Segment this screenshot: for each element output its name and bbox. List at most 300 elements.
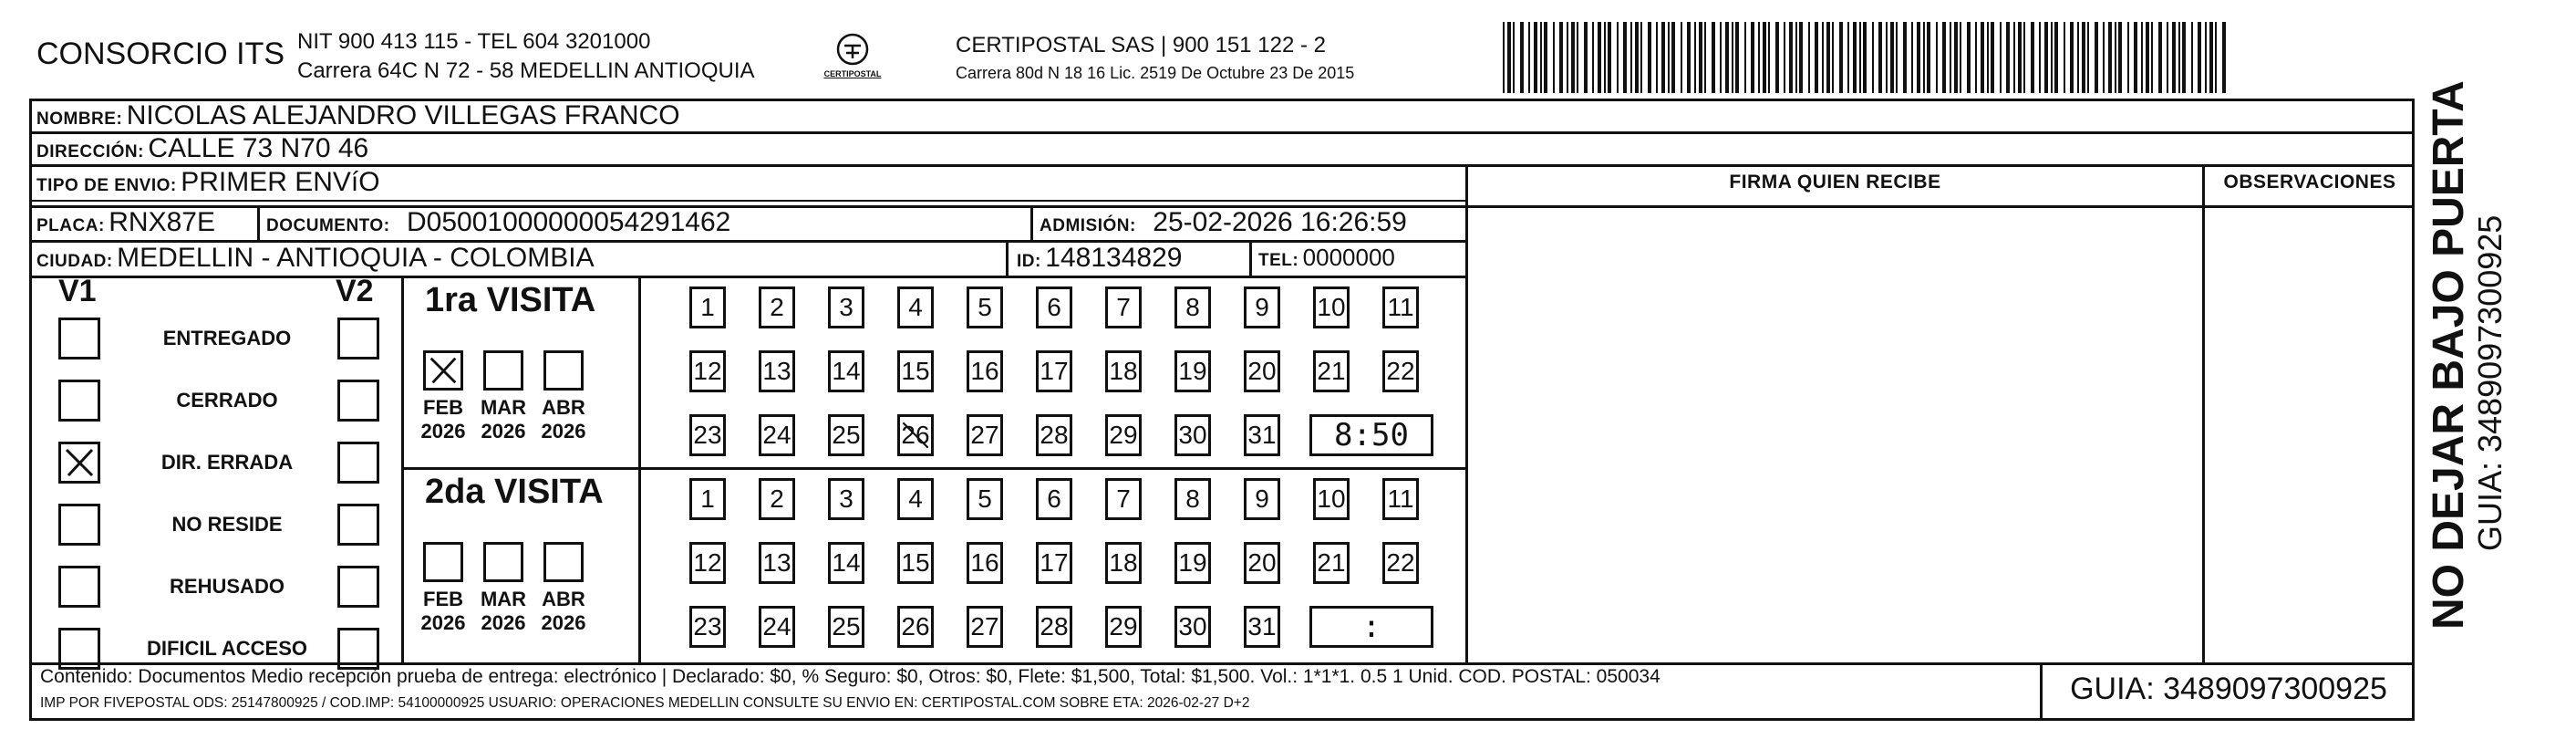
barcode-bar xyxy=(1732,22,1733,93)
v2-checkbox[interactable] xyxy=(337,318,379,359)
day-box[interactable] xyxy=(1036,350,1072,392)
barcode-bar xyxy=(1815,22,1818,93)
day-box[interactable] xyxy=(1382,542,1419,584)
day-number: 28 xyxy=(1040,421,1069,449)
day-box[interactable] xyxy=(967,478,1003,520)
month-checkbox[interactable] xyxy=(423,350,463,391)
barcode-bar xyxy=(1960,22,1961,93)
barcode-bar xyxy=(1872,22,1874,93)
day-box[interactable] xyxy=(1105,542,1142,584)
barcode-bar xyxy=(2013,22,2015,93)
side-guia: GUIA: 3489097300925 xyxy=(2471,214,2509,551)
v2-checkbox[interactable] xyxy=(337,380,379,422)
day-number: 6 xyxy=(1047,293,1061,321)
admission-label: ADMISIÓN: xyxy=(1040,216,1136,235)
divider xyxy=(2202,164,2205,662)
day-number: 14 xyxy=(832,548,861,577)
v1-checkbox[interactable] xyxy=(58,566,100,608)
city-field xyxy=(36,240,595,280)
day-box[interactable] xyxy=(1105,414,1142,456)
carrier-logo-label: CERTIPOSTAL xyxy=(823,69,882,78)
name-label: NOMBRE: xyxy=(36,109,123,129)
visit2-title: 2da VISITA xyxy=(425,473,604,511)
admission-field xyxy=(1040,205,1407,245)
day-number: 9 xyxy=(1255,293,1269,321)
barcode-bar xyxy=(1725,22,1729,93)
divider xyxy=(1249,240,1252,276)
day-number: 5 xyxy=(978,484,992,513)
day-number: 22 xyxy=(1386,548,1415,577)
day-number: 3 xyxy=(839,293,853,321)
day-box[interactable] xyxy=(828,606,864,648)
day-number: 2 xyxy=(770,484,784,513)
day-number: 16 xyxy=(970,548,999,577)
day-box[interactable] xyxy=(897,350,934,392)
barcode-bar xyxy=(2000,22,2002,93)
barcode-bar xyxy=(2044,22,2048,93)
document-field xyxy=(266,205,730,245)
barcode-bar xyxy=(1927,22,1930,93)
carrier-logo xyxy=(821,29,885,84)
barcode-bar xyxy=(2039,22,2041,93)
day-number: 12 xyxy=(693,548,722,577)
month-name: MAR xyxy=(480,396,527,419)
day-box[interactable] xyxy=(759,286,795,328)
barcode-bar xyxy=(1853,22,1857,93)
v1-label: V1 xyxy=(58,274,97,308)
day-box[interactable] xyxy=(1174,350,1211,392)
status-option-label: NO RESIDE xyxy=(171,513,283,536)
day-number: 31 xyxy=(1247,421,1277,449)
month-name: ABR xyxy=(542,588,585,610)
month-label xyxy=(418,396,469,443)
day-number: 21 xyxy=(1317,548,1346,577)
barcode-bar xyxy=(2209,22,2213,93)
day-box[interactable] xyxy=(759,542,795,584)
footer-guia: GUIA: 3489097300925 xyxy=(2070,672,2387,706)
day-number: 16 xyxy=(970,357,999,385)
divider xyxy=(29,164,2415,167)
day-box[interactable] xyxy=(828,286,864,328)
day-number: 22 xyxy=(1386,357,1415,385)
divider xyxy=(1030,205,1033,240)
plate-value: RNX87E xyxy=(109,207,215,237)
month-checkbox[interactable] xyxy=(483,542,523,582)
month-checkbox[interactable] xyxy=(543,542,584,582)
barcode-bar xyxy=(2051,22,2053,93)
content-description: Contenido: Documentos Medio recepción prueba de entrega: electrónico | Declarado: $0, % Seguro: $0, Otros: $0, Flete: $1,500, Total: $1,500. Vol.: 1*1*1. 0.5 1 Unid. COD. POSTAL: 050034 xyxy=(40,666,1660,687)
day-box[interactable] xyxy=(759,606,795,648)
barcode-bar xyxy=(1635,22,1639,93)
barcode-bar xyxy=(1617,22,1619,93)
barcode-bar xyxy=(2172,22,2176,93)
day-box[interactable] xyxy=(967,414,1003,456)
v2-checkbox[interactable] xyxy=(337,566,379,608)
check-mark-icon xyxy=(426,353,460,388)
shipping-type-label: TIPO DE ENVIO: xyxy=(36,176,177,195)
month-label xyxy=(478,588,529,635)
barcode-bar xyxy=(1808,22,1810,93)
divider xyxy=(1465,164,1468,662)
day-box[interactable] xyxy=(1244,414,1280,456)
barcode-bar xyxy=(1981,22,1984,93)
day-box[interactable] xyxy=(1174,414,1211,456)
barcode-bar xyxy=(2222,22,2226,93)
day-number: 4 xyxy=(908,293,923,321)
document-value: D05001000000054291462 xyxy=(407,207,731,237)
month-label xyxy=(538,396,589,443)
day-number: 28 xyxy=(1040,612,1069,641)
tel-value: 0000000 xyxy=(1302,244,1395,271)
day-box[interactable] xyxy=(1036,606,1072,648)
day-box[interactable] xyxy=(759,350,795,392)
day-box[interactable] xyxy=(1105,286,1142,328)
barcode xyxy=(1503,22,2232,93)
day-box[interactable] xyxy=(1244,350,1280,392)
barcode-bar xyxy=(1890,22,1894,93)
month-year: 2026 xyxy=(481,420,526,443)
barcode-bar xyxy=(1991,22,1994,93)
company-name: CONSORCIO ITS xyxy=(36,36,285,71)
barcode-bar xyxy=(2151,22,2153,93)
barcode-bar xyxy=(2141,22,2143,93)
barcode-bar xyxy=(1975,22,1977,93)
day-number: 10 xyxy=(1317,293,1346,321)
city-value: MEDELLIN - ANTIOQUIA - COLOMBIA xyxy=(117,243,595,273)
day-number: 19 xyxy=(1178,548,1207,577)
barcode-bar xyxy=(1668,22,1670,93)
day-number: 18 xyxy=(1109,357,1138,385)
day-number: 10 xyxy=(1317,484,1346,513)
barcode-bar xyxy=(1623,22,1627,93)
day-number: 25 xyxy=(832,612,861,641)
id-value: 148134829 xyxy=(1045,243,1183,273)
barcode-bar xyxy=(2198,22,2201,93)
day-number: 17 xyxy=(1040,548,1069,577)
day-box[interactable] xyxy=(689,606,726,648)
day-box[interactable] xyxy=(1313,286,1350,328)
day-box[interactable] xyxy=(1174,542,1211,584)
day-number: 18 xyxy=(1109,548,1138,577)
barcode-bar xyxy=(1789,22,1793,93)
v1-checkbox[interactable] xyxy=(58,318,100,359)
v1-checkbox[interactable] xyxy=(58,504,100,546)
day-number: 23 xyxy=(693,612,722,641)
barcode-bar xyxy=(2082,22,2085,93)
address-value: CALLE 73 N70 46 xyxy=(148,133,369,163)
status-option-label: CERRADO xyxy=(176,389,278,411)
barcode-bar xyxy=(1911,22,1913,93)
barcode-bar xyxy=(1942,22,1946,93)
barcode-bar xyxy=(1598,22,1601,93)
barcode-bar xyxy=(2031,22,2034,93)
v1-checkbox[interactable] xyxy=(58,380,100,422)
barcode-bar xyxy=(1503,22,1505,93)
barcode-bar xyxy=(1863,22,1867,93)
cross-out-icon xyxy=(900,417,931,453)
barcode-bar xyxy=(1712,22,1715,93)
barcode-bar xyxy=(2134,22,2137,93)
barcode-bar xyxy=(2118,22,2122,93)
day-number: 30 xyxy=(1178,612,1207,641)
day-number: 20 xyxy=(1247,357,1277,385)
v2-checkbox[interactable] xyxy=(337,442,379,484)
divider xyxy=(1006,240,1009,276)
barcode-bar xyxy=(2215,22,2217,93)
day-box[interactable] xyxy=(1036,414,1072,456)
day-box[interactable] xyxy=(1036,286,1072,328)
day-box[interactable] xyxy=(828,350,864,392)
month-label xyxy=(478,396,529,443)
month-name: MAR xyxy=(480,588,527,610)
day-box[interactable] xyxy=(897,606,934,648)
barcode-bar xyxy=(1758,22,1760,93)
day-number: 30 xyxy=(1178,421,1207,449)
barcode-bar xyxy=(1604,22,1606,93)
day-number: 31 xyxy=(1247,612,1277,641)
barcode-bar xyxy=(2103,22,2105,93)
day-number: 20 xyxy=(1247,548,1277,577)
barcode-bar xyxy=(1763,22,1766,93)
barcode-bar xyxy=(1832,22,1834,93)
barcode-bar xyxy=(1735,22,1739,93)
day-box[interactable] xyxy=(1244,478,1280,520)
barcode-bar xyxy=(1661,22,1665,93)
shipping-type-value: PRIMER ENVíO xyxy=(181,167,380,197)
day-number: 21 xyxy=(1317,357,1346,385)
barcode-bar xyxy=(1768,22,1770,93)
day-number: 11 xyxy=(1387,293,1414,321)
day-box[interactable] xyxy=(1382,478,1419,520)
barcode-bar xyxy=(2115,22,2116,93)
barcode-bar xyxy=(1544,22,1547,93)
month-name: FEB xyxy=(423,588,463,610)
barcode-bar xyxy=(1795,22,1797,93)
day-number: 1 xyxy=(700,484,715,513)
month-label xyxy=(418,588,469,635)
month-year: 2026 xyxy=(420,611,466,634)
barcode-bar xyxy=(1540,22,1542,93)
barcode-bar xyxy=(1528,22,1530,93)
day-box[interactable] xyxy=(897,542,934,584)
barcode-bar xyxy=(1903,22,1907,93)
barcode-bar xyxy=(1967,22,1971,93)
barcode-bar xyxy=(1784,22,1785,93)
day-number: 14 xyxy=(832,357,861,385)
barcode-bar xyxy=(1751,22,1754,93)
city-label: CIUDAD: xyxy=(36,252,113,271)
divider xyxy=(257,205,260,240)
barcode-bar xyxy=(1577,22,1578,93)
day-number: 6 xyxy=(1047,484,1061,513)
day-box[interactable] xyxy=(759,478,795,520)
v1-checkbox[interactable] xyxy=(58,628,100,670)
day-number: 24 xyxy=(762,612,791,641)
month-name: ABR xyxy=(542,396,585,419)
barcode-bar xyxy=(2054,22,2058,93)
barcode-bar xyxy=(1799,22,1803,93)
barcode-bar xyxy=(1507,22,1511,93)
day-box[interactable] xyxy=(1313,542,1350,584)
month-year: 2026 xyxy=(541,611,586,634)
barcode-bar xyxy=(1656,22,1658,93)
day-box[interactable] xyxy=(1313,350,1350,392)
barcode-bar xyxy=(2127,22,2129,93)
barcode-bar xyxy=(1553,22,1555,93)
divider xyxy=(29,662,2415,665)
visit1-title: 1ra VISITA xyxy=(425,281,596,319)
day-box[interactable] xyxy=(1174,478,1211,520)
address-label: DIRECCIÓN: xyxy=(36,142,144,161)
day-box[interactable] xyxy=(1105,350,1142,392)
admission-value: 25-02-2026 16:26:59 xyxy=(1153,207,1407,237)
day-box[interactable] xyxy=(967,350,1003,392)
day-box[interactable] xyxy=(1174,606,1211,648)
day-box[interactable] xyxy=(689,350,726,392)
barcode-bar xyxy=(1687,22,1691,93)
month-checkbox[interactable] xyxy=(483,350,523,391)
v2-checkbox[interactable] xyxy=(337,504,379,546)
day-number: 23 xyxy=(693,421,722,449)
divider xyxy=(401,467,1465,470)
day-box[interactable] xyxy=(689,542,726,584)
barcode-bar xyxy=(2178,22,2180,93)
barcode-bar xyxy=(1559,22,1563,93)
day-number: 12 xyxy=(693,357,722,385)
check-mark-icon xyxy=(61,444,98,481)
barcode-bar xyxy=(2087,22,2089,93)
plate-label: PLACA: xyxy=(36,216,105,235)
day-box[interactable] xyxy=(828,542,864,584)
v2-checkbox[interactable] xyxy=(337,628,379,670)
barcode-bar xyxy=(1671,22,1675,93)
day-box[interactable] xyxy=(1105,606,1142,648)
time-field[interactable]: 8:50 xyxy=(1309,414,1433,456)
signature-column-header: FIRMA QUIEN RECIBE xyxy=(1729,172,1941,193)
day-box[interactable] xyxy=(967,286,1003,328)
barcode-bar xyxy=(1681,22,1682,93)
day-box[interactable] xyxy=(689,478,726,520)
day-box[interactable] xyxy=(828,478,864,520)
day-box[interactable] xyxy=(1174,286,1211,328)
barcode-bar xyxy=(1950,22,1951,93)
v2-label: V2 xyxy=(336,274,374,308)
barcode-bar xyxy=(1987,22,1989,93)
barcode-bar xyxy=(1571,22,1575,93)
day-box[interactable] xyxy=(1036,542,1072,584)
day-number: 8 xyxy=(1185,293,1200,321)
barcode-bar xyxy=(2205,22,2207,93)
barcode-bar xyxy=(1847,22,1849,93)
barcode-bar xyxy=(1699,22,1702,93)
day-box[interactable] xyxy=(1244,606,1280,648)
day-number: 25 xyxy=(832,421,861,449)
day-box[interactable] xyxy=(897,286,934,328)
day-number: 7 xyxy=(1116,293,1131,321)
barcode-bar xyxy=(1630,22,1632,93)
barcode-bar xyxy=(2064,22,2065,93)
day-box[interactable] xyxy=(1244,286,1280,328)
month-checkbox[interactable] xyxy=(423,542,463,582)
barcode-bar xyxy=(2077,22,2079,93)
barcode-bar xyxy=(2095,22,2098,93)
carrier-name: CERTIPOSTAL SAS | 900 151 122 - 2 xyxy=(956,33,1326,57)
day-box[interactable] xyxy=(689,414,726,456)
plate-field xyxy=(36,205,215,245)
day-box[interactable] xyxy=(1313,478,1350,520)
day-box[interactable] xyxy=(1244,542,1280,584)
day-box[interactable] xyxy=(828,414,864,456)
status-option-label: DIFICIL ACCESO xyxy=(146,637,307,660)
day-box[interactable] xyxy=(1105,478,1142,520)
barcode-bar xyxy=(1534,22,1537,93)
month-year: 2026 xyxy=(420,420,466,443)
day-box[interactable] xyxy=(759,414,795,456)
barcode-bar xyxy=(2182,22,2186,93)
barcode-bar xyxy=(1896,22,1898,93)
barcode-bar xyxy=(1954,22,1958,93)
company-info-line-1: NIT 900 413 115 - TEL 604 3201000 xyxy=(297,29,651,54)
company-info-line-2: Carrera 64C N 72 - 58 MEDELLIN ANTIOQUIA xyxy=(297,58,755,83)
barcode-bar xyxy=(1923,22,1925,93)
day-number: 27 xyxy=(970,421,999,449)
barcode-bar xyxy=(1584,22,1588,93)
day-number: 29 xyxy=(1109,421,1138,449)
tel-field xyxy=(1258,240,1395,279)
day-number: 8 xyxy=(1185,484,1200,513)
month-year: 2026 xyxy=(541,420,586,443)
day-box[interactable] xyxy=(1382,350,1419,392)
barcode-bar xyxy=(1694,22,1696,93)
day-number: 13 xyxy=(762,357,791,385)
time-field[interactable]: : xyxy=(1309,606,1433,648)
day-box[interactable] xyxy=(967,542,1003,584)
day-box[interactable] xyxy=(967,606,1003,648)
day-box[interactable] xyxy=(897,414,934,456)
carrier-info: Carrera 80d N 18 16 Lic. 2519 De Octubre 23 De 2015 xyxy=(956,64,1355,82)
day-number: 11 xyxy=(1387,484,1414,513)
day-box[interactable] xyxy=(1382,286,1419,328)
barcode-bar xyxy=(1704,22,1706,93)
barcode-bar xyxy=(1608,22,1611,93)
barcode-bar xyxy=(1878,22,1882,93)
barcode-bar xyxy=(1520,22,1524,93)
day-number: 5 xyxy=(978,293,992,321)
side-warning: NO DEJAR BAJO PUERTA xyxy=(2425,80,2473,630)
barcode-bar xyxy=(1886,22,1888,93)
barcode-image xyxy=(1503,22,2232,93)
barcode-bar xyxy=(1720,22,1722,93)
status-option-label: REHUSADO xyxy=(170,575,284,598)
month-checkbox[interactable] xyxy=(543,350,584,391)
day-number: 29 xyxy=(1109,612,1138,641)
v1-checkbox[interactable] xyxy=(58,442,100,484)
day-number: 9 xyxy=(1255,484,1269,513)
barcode-bar xyxy=(2018,22,2022,93)
month-year: 2026 xyxy=(481,611,526,634)
barcode-bar xyxy=(1917,22,1920,93)
barcode-bar xyxy=(1567,22,1568,93)
barcode-bar xyxy=(2158,22,2162,93)
day-box[interactable] xyxy=(1036,478,1072,520)
print-info: IMP POR FIVEPOSTAL ODS: 25147800925 / COD.IMP: 54100000925 USUARIO: OPERACIONES MEDELLIN CONSULTE SU ENVIO EN: CERTIPOSTAL.COM SOBRE ETA: 2026-02-27 D+2 xyxy=(40,695,1250,711)
barcode-bar xyxy=(1744,22,1746,93)
barcode-bar xyxy=(2023,22,2025,93)
status-option-label: DIR. ERRADA xyxy=(160,451,294,474)
status-option-label: ENTREGADO xyxy=(162,327,292,349)
day-box[interactable] xyxy=(897,478,934,520)
day-box[interactable] xyxy=(689,286,726,328)
